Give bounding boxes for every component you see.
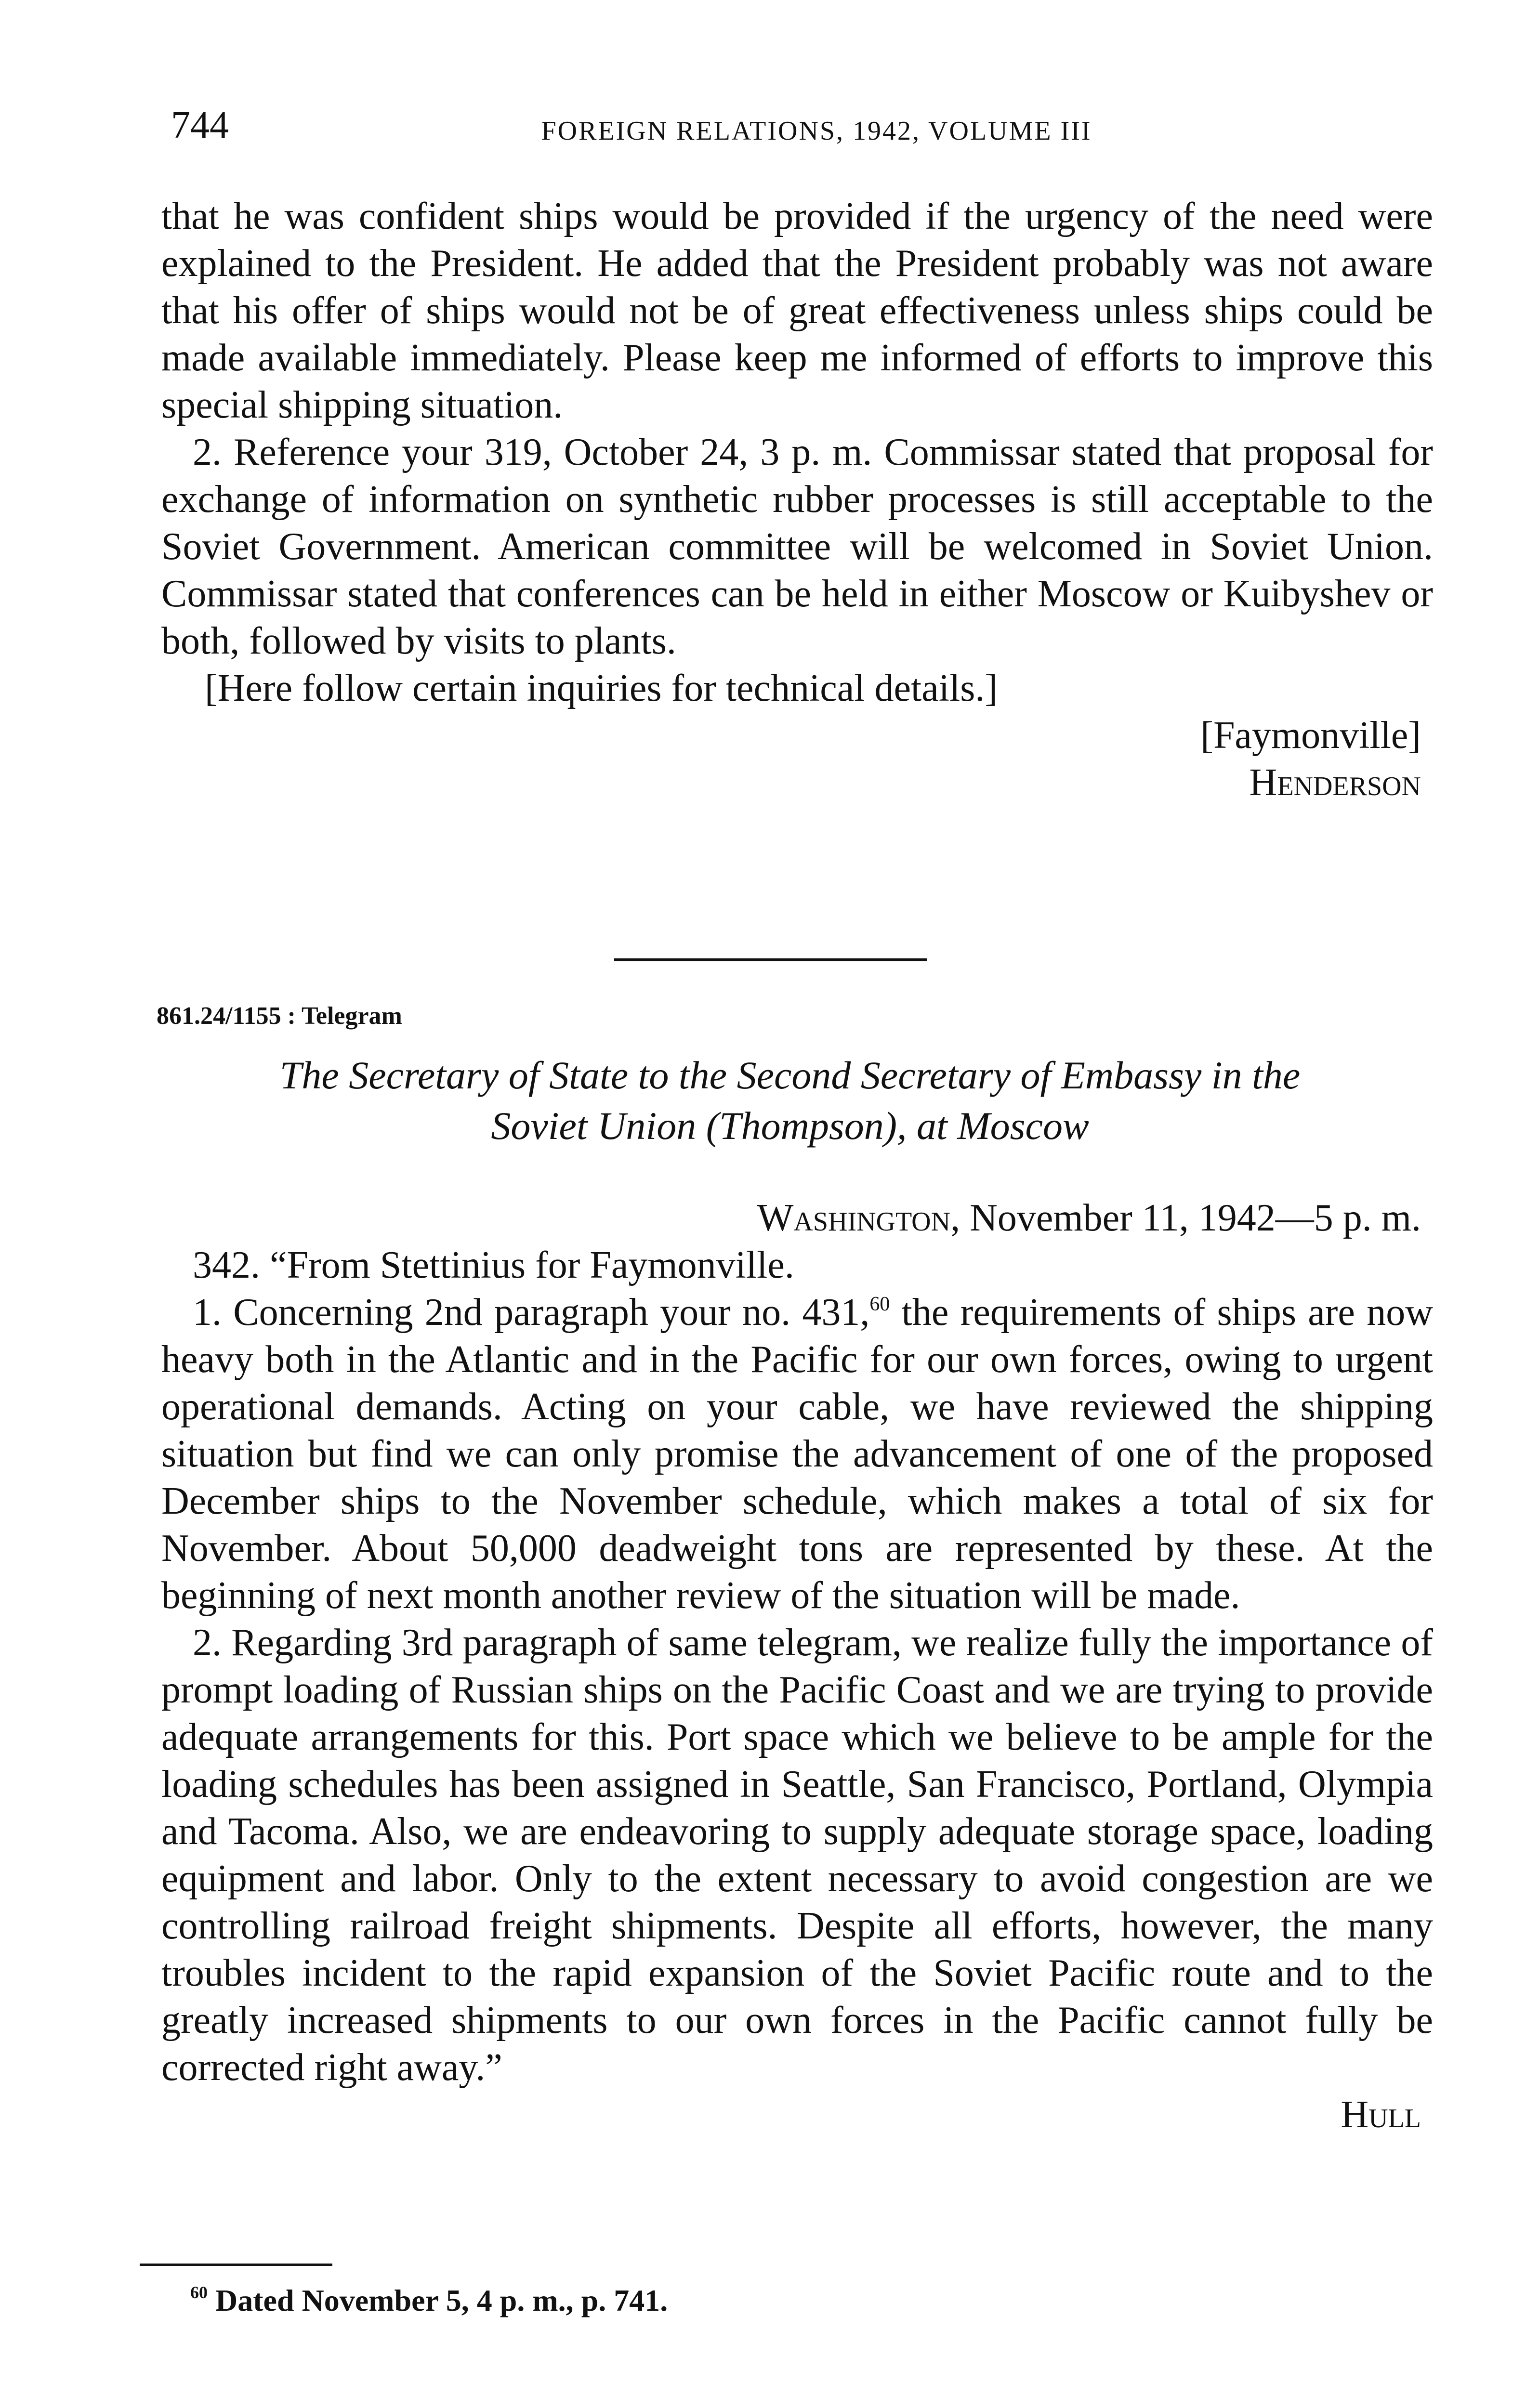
dateline-place: Washington [757,1197,951,1239]
dateline-date: , November 11, 1942—5 p. m. [950,1197,1421,1239]
document-title-line-2: Soviet Union (Thompson), at Moscow [491,1104,1089,1148]
running-title: FOREIGN RELATIONS, 1942, VOLUME III [541,116,1092,146]
signature-bracket: [Faymonville] [1200,714,1421,757]
editorial-note: [Here follow certain inquiries for technical details.] [205,667,998,709]
page-number: 744 [171,104,229,146]
paragraph-continued: that he was confident ships would be provided if the urgency of the need were explained to the President. He added that the President probably was not aware that his offer of ships would not be of great effectiveness unless ships could be made available immediately. Please keep me informed of efforts to improve this special shipping situation. [161,195,1433,426]
footnote-reference: 60 [869,1293,890,1315]
dateline [161,1194,1433,1242]
section-henderson [161,193,1433,806]
document-title [154,1050,1426,1151]
paragraph-2-rubber: 2. Reference your 319, October 24, 3 p. m. Commissar stated that proposal for exchange of information on synthetic rubber processes is still acceptable to the Soviet Government. American committee will be welcomed in Soviet Union. Commissar stated that conferences can be held in either Moscow or Kuibyshev or both, followed by visits to plants. [161,431,1433,662]
file-number: 861.24/1155 : Telegram [157,1002,402,1030]
signature-henderson: Henderson [1249,761,1421,804]
paragraph-2-ports: 2. Regarding 3rd paragraph of same telegram, we realize fully the importance of prompt loading of Russian ships on the Pacific Coast and we are trying to provide adequate arrangements for this. Port space which we believe to be ample for the loading schedules has been assigned in Seattle, San Francisco, Portland, Olympia and Tacoma. Also, we are endeavoring to supply adequate storage space, loading equipment and labor. Only to the extent necessary to avoid congestion are we controlling railroad freight shipments. Despite all efforts, however, the many troubles incident to the rapid expansion of the Soviet Pacific route and to the greatly increased shipments to our own forces in the Pacific cannot fully be corrected right away.” [161,1622,1433,2089]
signature-hull: Hull [1341,2094,1421,2136]
footnote-text: Dated November 5, 4 p. m., p. 741. [215,2283,668,2317]
section-divider [614,958,927,961]
page-header [171,104,1433,161]
document-title-line-1: The Secretary of State to the Second Secretary of Embassy in the [279,1053,1301,1097]
section-hull [161,1194,1433,2138]
telegram-opening: 342. “From Stettinius for Faymonville. [193,1244,794,1286]
footnote [190,2283,668,2318]
footnote-marker: 60 [190,2283,208,2302]
footnote-rule [140,2264,332,2266]
paragraph-1-shipping: 1. Concerning 2nd paragraph your no. 431,60 the requirements of ships are now heavy both in the Atlantic and in the Pacific for our own forces, owing to urgent operational demands. Acting on your cable, we have reviewed the shipping situation but find we can only promise the advancement of one of the proposed December ships to the November schedule, which makes a total of six for November. About 50,000 deadweight tons are represented by these. At the beginning of next month another review of the situation will be made. [161,1291,1433,1617]
